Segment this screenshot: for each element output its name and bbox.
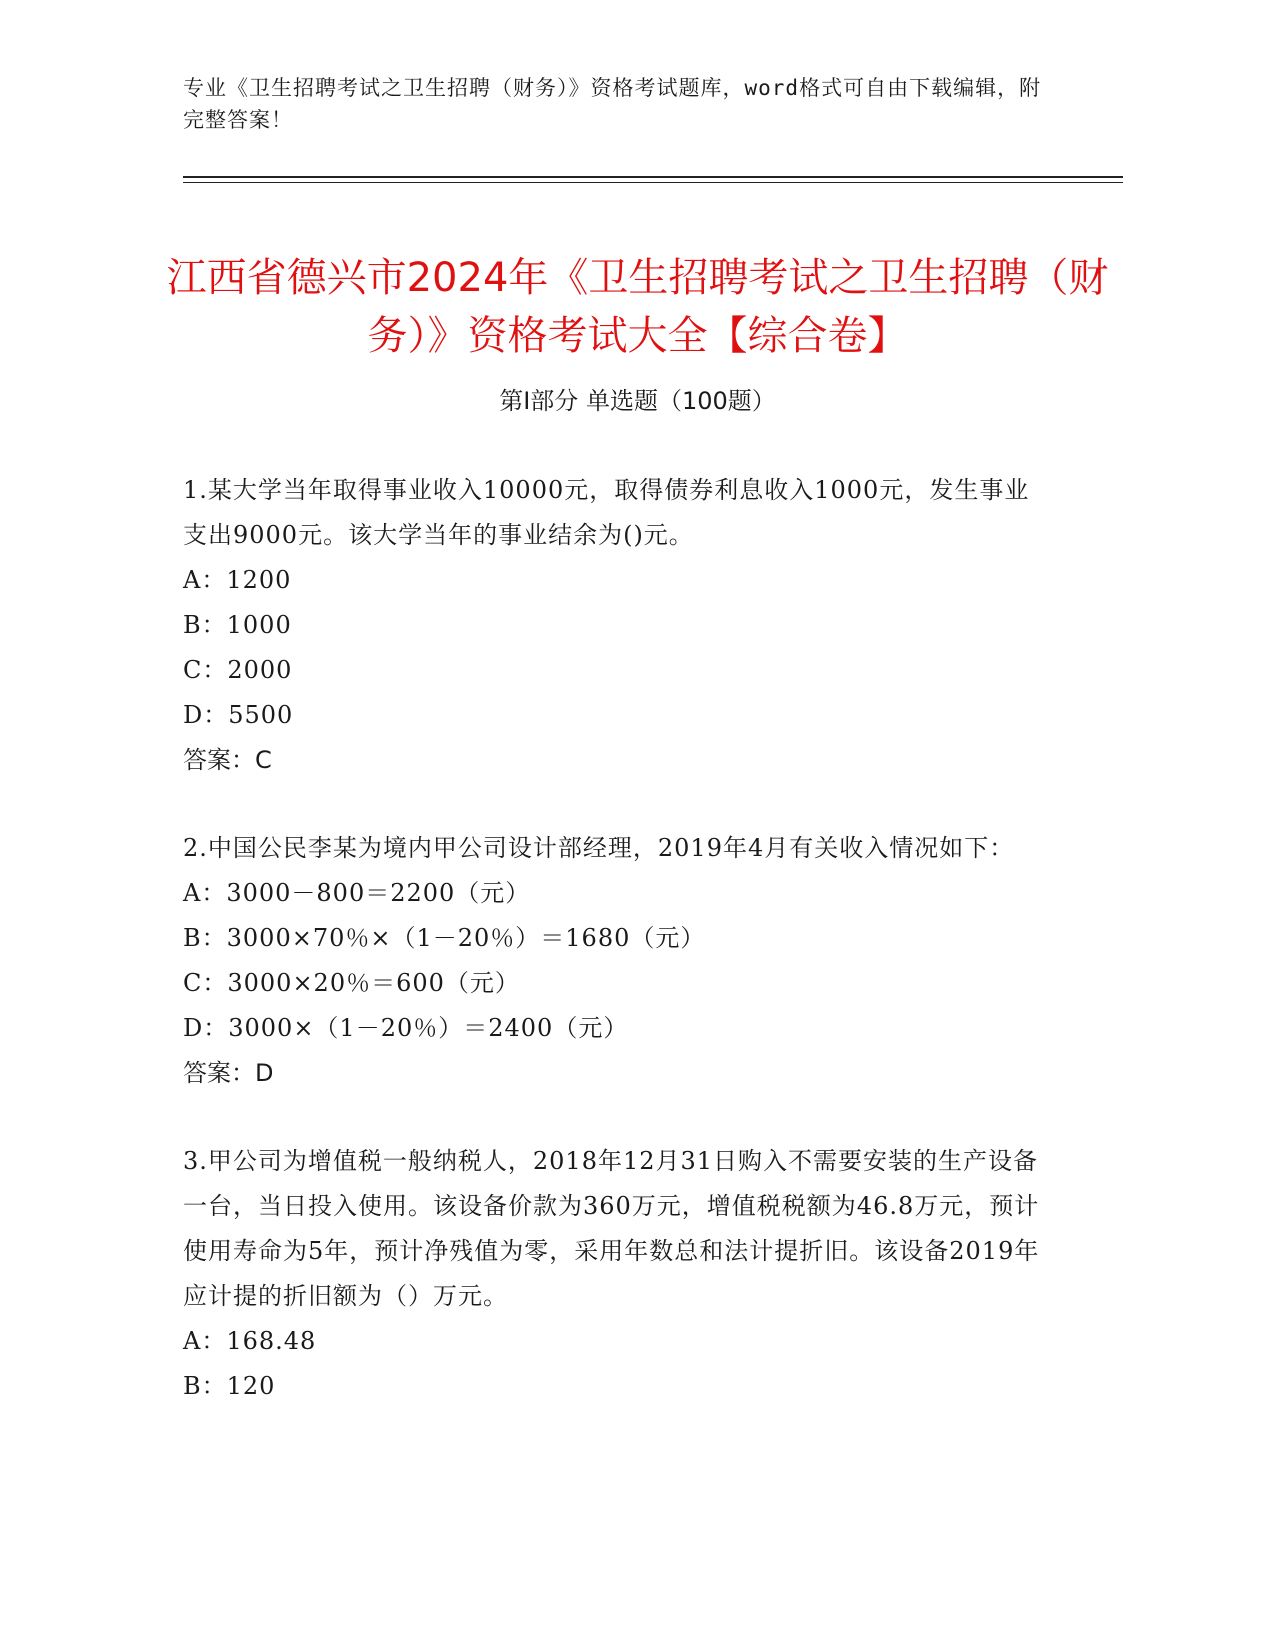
question-list (183, 468, 1053, 1452)
option-c: C：3000×20％＝600（元） (183, 969, 520, 997)
option-b: B：1000 (183, 611, 292, 639)
header-rule-thin (183, 182, 1123, 183)
question-stem: 2.中国公民李某为境内甲公司设计部经理，2019年4月有关收入情况如下： (183, 834, 1015, 862)
option-b: B：120 (183, 1372, 276, 1400)
option-d: D：5500 (183, 701, 294, 729)
option-d: D：3000×（1－20％）＝2400（元） (183, 1014, 629, 1042)
header-rule-thick (183, 176, 1123, 178)
option-a: A：3000－800＝2200（元） (183, 879, 531, 907)
document-title: 江西省德兴市2024年《卫生招聘考试之卫生招聘（财务）》资格考试大全【综合卷】 (166, 254, 1109, 359)
answer: 答案：D (183, 1059, 274, 1087)
question-2 (183, 826, 1053, 1096)
question-stem: 3.甲公司为增值税一般纳税人，2018年12月31日购入不需要安装的生产设备一台，当日投入使用。该设备价款为360万元，增值税税额为46.8万元，预计使用寿命为5年，预计净残值为零，采用年数总和法计提折旧。该设备2019年应计提的折旧额为（）万元。 (183, 1147, 1040, 1310)
question-1 (183, 468, 1053, 783)
section-heading: 第Ⅰ部分 单选题（100题） (499, 387, 776, 415)
option-b: B：3000×70％×（1－20％）＝1680（元） (183, 924, 706, 952)
question-stem: 1.某大学当年取得事业收入10000元，取得债券利息收入1000元，发生事业支出9000元。该大学当年的事业结余为()元。 (183, 476, 1030, 549)
option-a: A：1200 (183, 566, 292, 594)
question-3 (183, 1139, 1053, 1409)
option-c: C：2000 (183, 656, 293, 684)
header-note: 专业《卫生招聘考试之卫生招聘（财务）》资格考试题库，word格式可自由下载编辑，附完整答案！ (183, 76, 1042, 132)
option-a: A：168.48 (183, 1327, 317, 1355)
answer: 答案：C (183, 746, 272, 774)
